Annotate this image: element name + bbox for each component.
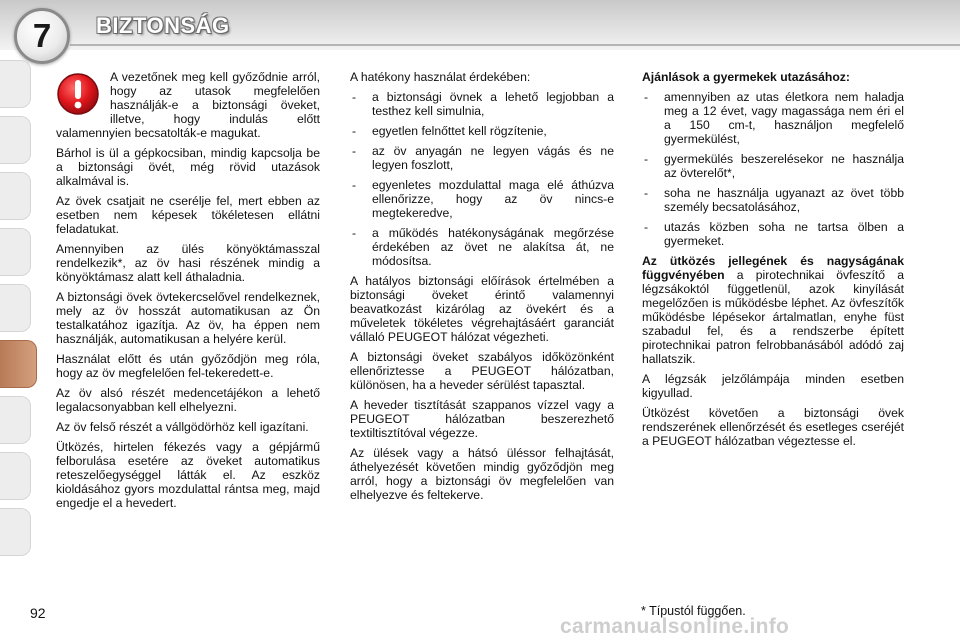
safety-paragraph-4: Amennyiben az ülés könyöktámasszal rendelkezik*, az öv hasi részének mindig a könyöktámasz alatt kell áthaladnia.: [56, 242, 320, 284]
usage-list: [350, 90, 614, 268]
side-tab-8: [0, 452, 31, 500]
side-tab-active: [0, 340, 37, 388]
cleaning-paragraph: A heveder tisztítását szappanos vízzel vagy a PEUGEOT hálózatban beszerezhető textiltisztítóval végezze.: [350, 398, 614, 440]
post-collision-paragraph: Ütközést követően a biztonsági övek rendszerének ellenőrzését és esetleges cseréjét a PEUGEOT hálózatban végeztesse el.: [642, 406, 904, 448]
list-item: - az öv anyagán ne legyen vágás és ne legyen foszlott,: [350, 144, 614, 172]
page-number: 92: [30, 605, 46, 621]
side-tab-1: [0, 60, 31, 108]
side-tab-5: [0, 284, 31, 332]
list-item: - egyenletes mozdulattal maga elé áthúzva ellenőrizze, hogy az öv nincs-e megtekeredve,: [350, 178, 614, 220]
list-item: - soha ne használja ugyanazt az övet több személy becsatolásához,: [642, 186, 904, 214]
header-divider: [70, 44, 960, 46]
chapter-badge: [14, 8, 70, 64]
list-item: - gyermekülés beszerelésekor ne használja az övterelőt*,: [642, 152, 904, 180]
warning-icon: [56, 72, 100, 116]
column-left: [56, 70, 320, 516]
side-tab-2: [0, 116, 31, 164]
chapter-number: 7: [32, 17, 52, 54]
safety-paragraph-9: Ütközés, hirtelen fékezés vagy a gépjármű felborulása esetére az öveket automatikus reteszelőegységgel látták el. Az eszköz kioldásához gyors mozdulattal rántsa meg, majd engedje el a hevedert.: [56, 440, 320, 510]
column-middle: [350, 70, 614, 508]
page-title: BIZTONSÁG: [96, 13, 230, 38]
airbag-lamp-paragraph: A légzsák jelzőlámpája minden esetben kigyullad.: [642, 372, 904, 400]
watermark: carmanualsonline.info: [560, 615, 790, 638]
list-item: - egyetlen felnőttet kell rögzítenie,: [350, 124, 614, 138]
footnote: * Típustól függően.: [641, 604, 746, 618]
inspection-paragraph: A biztonsági öveket szabályos időközönként ellenőriztesse a PEUGEOT hálózatban, különösen, ha a heveder sérülést tapasztal.: [350, 350, 614, 392]
usage-intro: A hatékony használat érdekében:: [350, 70, 531, 84]
side-tab-4: [0, 228, 31, 276]
side-tab-3: [0, 172, 31, 220]
safety-paragraph-2: Bárhol is ül a gépkocsiban, mindig kapcsolja be a biztonsági övét, még rövid utazások alkalmával is.: [56, 146, 320, 188]
safety-paragraph-1: A vezetőnek meg kell győződnie arról, hogy az utasok megfelelően használják-e a biztonsági öveket, illetve, hogy indulás előtt valamennyien becsatolták-e magukat.: [56, 70, 320, 140]
safety-paragraph-3: Az övek csatjait ne cserélje fel, mert ebben az esetben nem képesek tökéletesen ellátni feladatukat.: [56, 194, 320, 236]
children-heading: Ajánlások a gyermekek utazásához:: [642, 70, 850, 84]
list-item: - utazás közben soha ne tartsa ölben a gyermeket.: [642, 220, 904, 248]
safety-paragraph-6: Használat előtt és után győződjön meg róla, hogy az öv megfelelően fel-tekeredett-e.: [56, 352, 320, 380]
pretensioner-lead: Az ütközés jellegének és nagyságának függvényében: [642, 254, 904, 282]
list-item: - a biztonsági övnek a lehető legjobban a testhez kell simulnia,: [350, 90, 614, 118]
regulation-paragraph: A hatályos biztonsági előírások értelmében a biztonsági öveket érintő valamennyi beavatkozást kizárólag az övekért és a műveletek tökéletes végrehajtásáért garanciát vállaló PEUGEOT hálózat végezheti.: [350, 274, 614, 344]
children-list: [642, 90, 904, 248]
safety-paragraph-7: Az öv alsó részét medencetájékon a lehető legalacsonyabban kell elhelyezni.: [56, 386, 320, 414]
list-item: - amennyiben az utas életkora nem haladja meg a 12 évet, vagy magassága nem éri el a 150 cm-t, használjon megfelelő gyermekülést,: [642, 90, 904, 146]
side-tab-7: [0, 396, 31, 444]
safety-paragraph-8: Az öv felső részét a vállgödörhöz kell igazítani.: [56, 420, 309, 434]
list-item: - a működés hatékonyságának megőrzése érdekében az övet ne alakítsa át, ne módosítsa.: [350, 226, 614, 268]
pretensioner-paragraph: [642, 254, 904, 366]
column-right: [642, 70, 904, 454]
seat-adjustment-paragraph: Az ülések vagy a hátsó üléssor felhajtását, áthelyezését követően mindig győződjön meg arról, hogy a biztonsági öv megfelelően van elhelyezve és feltekerve.: [350, 446, 614, 502]
pretensioner-text: a pirotechnikai övfeszítő a légzsákoktól függetlenül, azok kinyílását megelőzően is működésbe léphet. Az övfeszítők működésbe lépésekor ártalmatlan, enyhe füst szabadul fel, és a rendszerbe épített pirotechnikai patron felrobbanásából adódó zaj hallatszik.: [642, 268, 904, 366]
side-tab-9: [0, 508, 31, 556]
safety-paragraph-5: A biztonsági övek övtekercselővel rendelkeznek, mely az öv hosszát automatikusan az Ön testalkatához igazítja. Az öv, ha éppen nem használják, automatikusan a helyére kerül.: [56, 290, 320, 346]
